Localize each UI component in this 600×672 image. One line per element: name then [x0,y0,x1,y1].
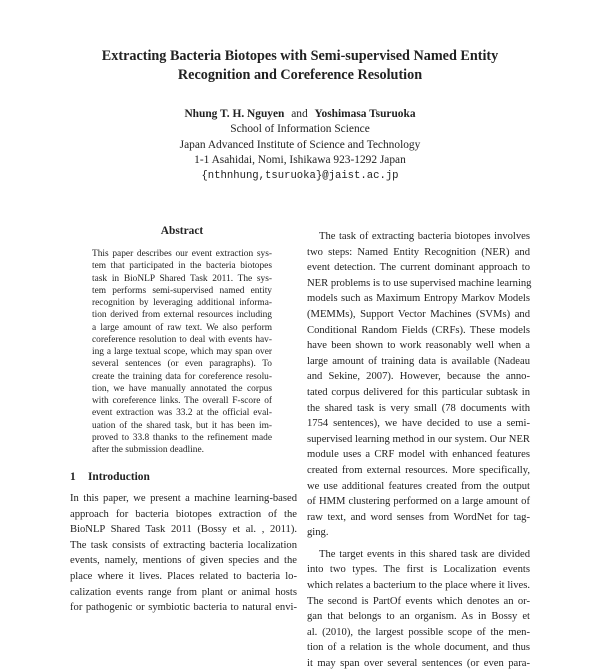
body-line: into two types. The first is Localization events [307,564,530,576]
body-line: models such as Maximum Entropy Markov Models [307,293,530,305]
abstract-line: several sentences (or even paragraphs). To [92,359,272,370]
affiliation-line: 1-1 Asahidai, Nomi, Ishikawa 923-1292 Japan [194,154,406,167]
abstract-line: task in BioNLP Shared Task 2011. The sys- [92,273,272,284]
author-name: Yoshimasa Tsuruoka [314,108,416,120]
body-line: and Sekine, 2007). However, because the anno- [307,371,530,383]
body-line: two steps: Named Entity Recognition (NER) and [307,246,530,258]
body-line: place where it lives. Places related to bacteria lo- [70,570,297,582]
body-line: created from external resources. More specifically, [307,464,530,476]
abstract-line: tion, we have manually annotated the corpus [92,383,272,394]
abstract-line: uation of the shared task, but it has been im- [92,420,272,431]
body-line: tated corpus delivered for this particular subtask in [307,386,530,398]
body-line: have been shown to work reasonably well when a [307,340,530,352]
right-column [307,229,530,672]
affiliation-line: Japan Advanced Institute of Science and Technology [179,138,421,151]
abstract-line: tem that participated in the bacteria biotopes [92,261,272,272]
body-line: al. (2010), the largest possible scope of the men- [307,626,530,638]
abstract-line: event extraction was 33.2 at the official eval- [92,408,272,419]
abstract-line: proved to 33.8 thanks to the refinement made [92,432,272,443]
body-line: which relates a bacterium to the place where it lives. [307,580,530,592]
body-line: module uses a CRF model with enhanced features [307,449,530,461]
title-line: Recognition and Coreference Resolution [177,67,423,83]
paper-title [60,47,540,85]
body-line: event detection. The current dominant approach to [307,262,530,274]
abstract-line: create the training data for coreference resolu- [92,371,272,382]
affiliation-line: School of Information Science [230,123,370,136]
body-line: The task consists of extracting bacteria localization [70,539,297,551]
abstract-line: after the submission deadline. [92,445,204,455]
abstract-line: a large amount of raw text. We also perform [92,322,272,333]
body-line: we use additional features created from the output [307,480,530,492]
body-line: supervised learning method in our system. Our NER [307,433,530,445]
body-line: BioNLP Shared Task 2011 (Bossy et al. , 2011). [70,524,297,536]
author-name: Nhung T. H. Nguyen [184,108,285,120]
abstract-body [92,248,272,456]
abstract-line: ing a large textual scope, which may span over [92,347,272,357]
body-line: (MEMMs), Support Vector Machines (SVMs) and [307,308,530,320]
abstract-line: tion derived from external resources including [92,310,272,321]
body-line: ging. [307,527,329,539]
body-line: it may span over several sentences (or even para- [307,658,530,670]
abstract-line: with coreference links. The overall F-score of [92,396,272,406]
author-names [60,107,540,122]
body-line: gan that belongs to an organism. As in Bossy et [307,611,530,623]
body-line: The target events in this shared task are divided [319,548,530,560]
section-title: Introduction [88,471,150,483]
body-line: Conditional Random Fields (CRFs). These models [307,324,530,336]
author-block [60,107,540,184]
body-line: calization events range from plant or animal hosts [70,586,297,598]
body-line: The second is PartOf events which denotes an or- [307,595,530,607]
body-line: the shared task is very small (78 documents with [307,402,530,414]
abstract-line: recognition by leveraging additional informa- [92,298,272,308]
introduction-body [70,491,297,616]
body-line: The task of extracting bacteria biotopes involves [319,231,530,242]
author-conjunction: and [291,108,308,120]
abstract-line: This paper describes our event extraction sys- [92,249,272,259]
abstract-line: coreference resolution to deal with events hav- [92,334,272,345]
body-line: approach for bacteria biotopes extraction of the [70,508,297,520]
body-line: tion of a relation is the whole document, and thus [307,642,530,654]
body-line: events, namely, mentions of given species and the [70,555,297,567]
title-line: Extracting Bacteria Biotopes with Semi-supervised Named Entity [101,48,499,64]
abstract-heading: Abstract [160,225,204,237]
body-line: raw text, and word senses from WordNet for tag- [307,511,530,523]
body-line: In this paper, we present a machine learning-based [70,493,297,504]
author-email: {nthnhung,tsuruoka}@jaist.ac.jp [201,169,399,182]
abstract-line: tem performs semi-supervised named entity [92,285,272,296]
body-line: 1754 sentences), we have decided to use a semi- [307,418,530,430]
body-line: of HMM clustering performed on a large amount of [307,496,530,508]
section-number: 1 [70,471,76,483]
section-heading-introduction [70,471,150,483]
body-line: large amount of training data is available (Nadeau [307,355,530,367]
body-line: NER problems is to use supervised machine learning [307,277,532,289]
body-line: for pathogenic or symbiotic bacteria to natural envi- [70,602,297,614]
